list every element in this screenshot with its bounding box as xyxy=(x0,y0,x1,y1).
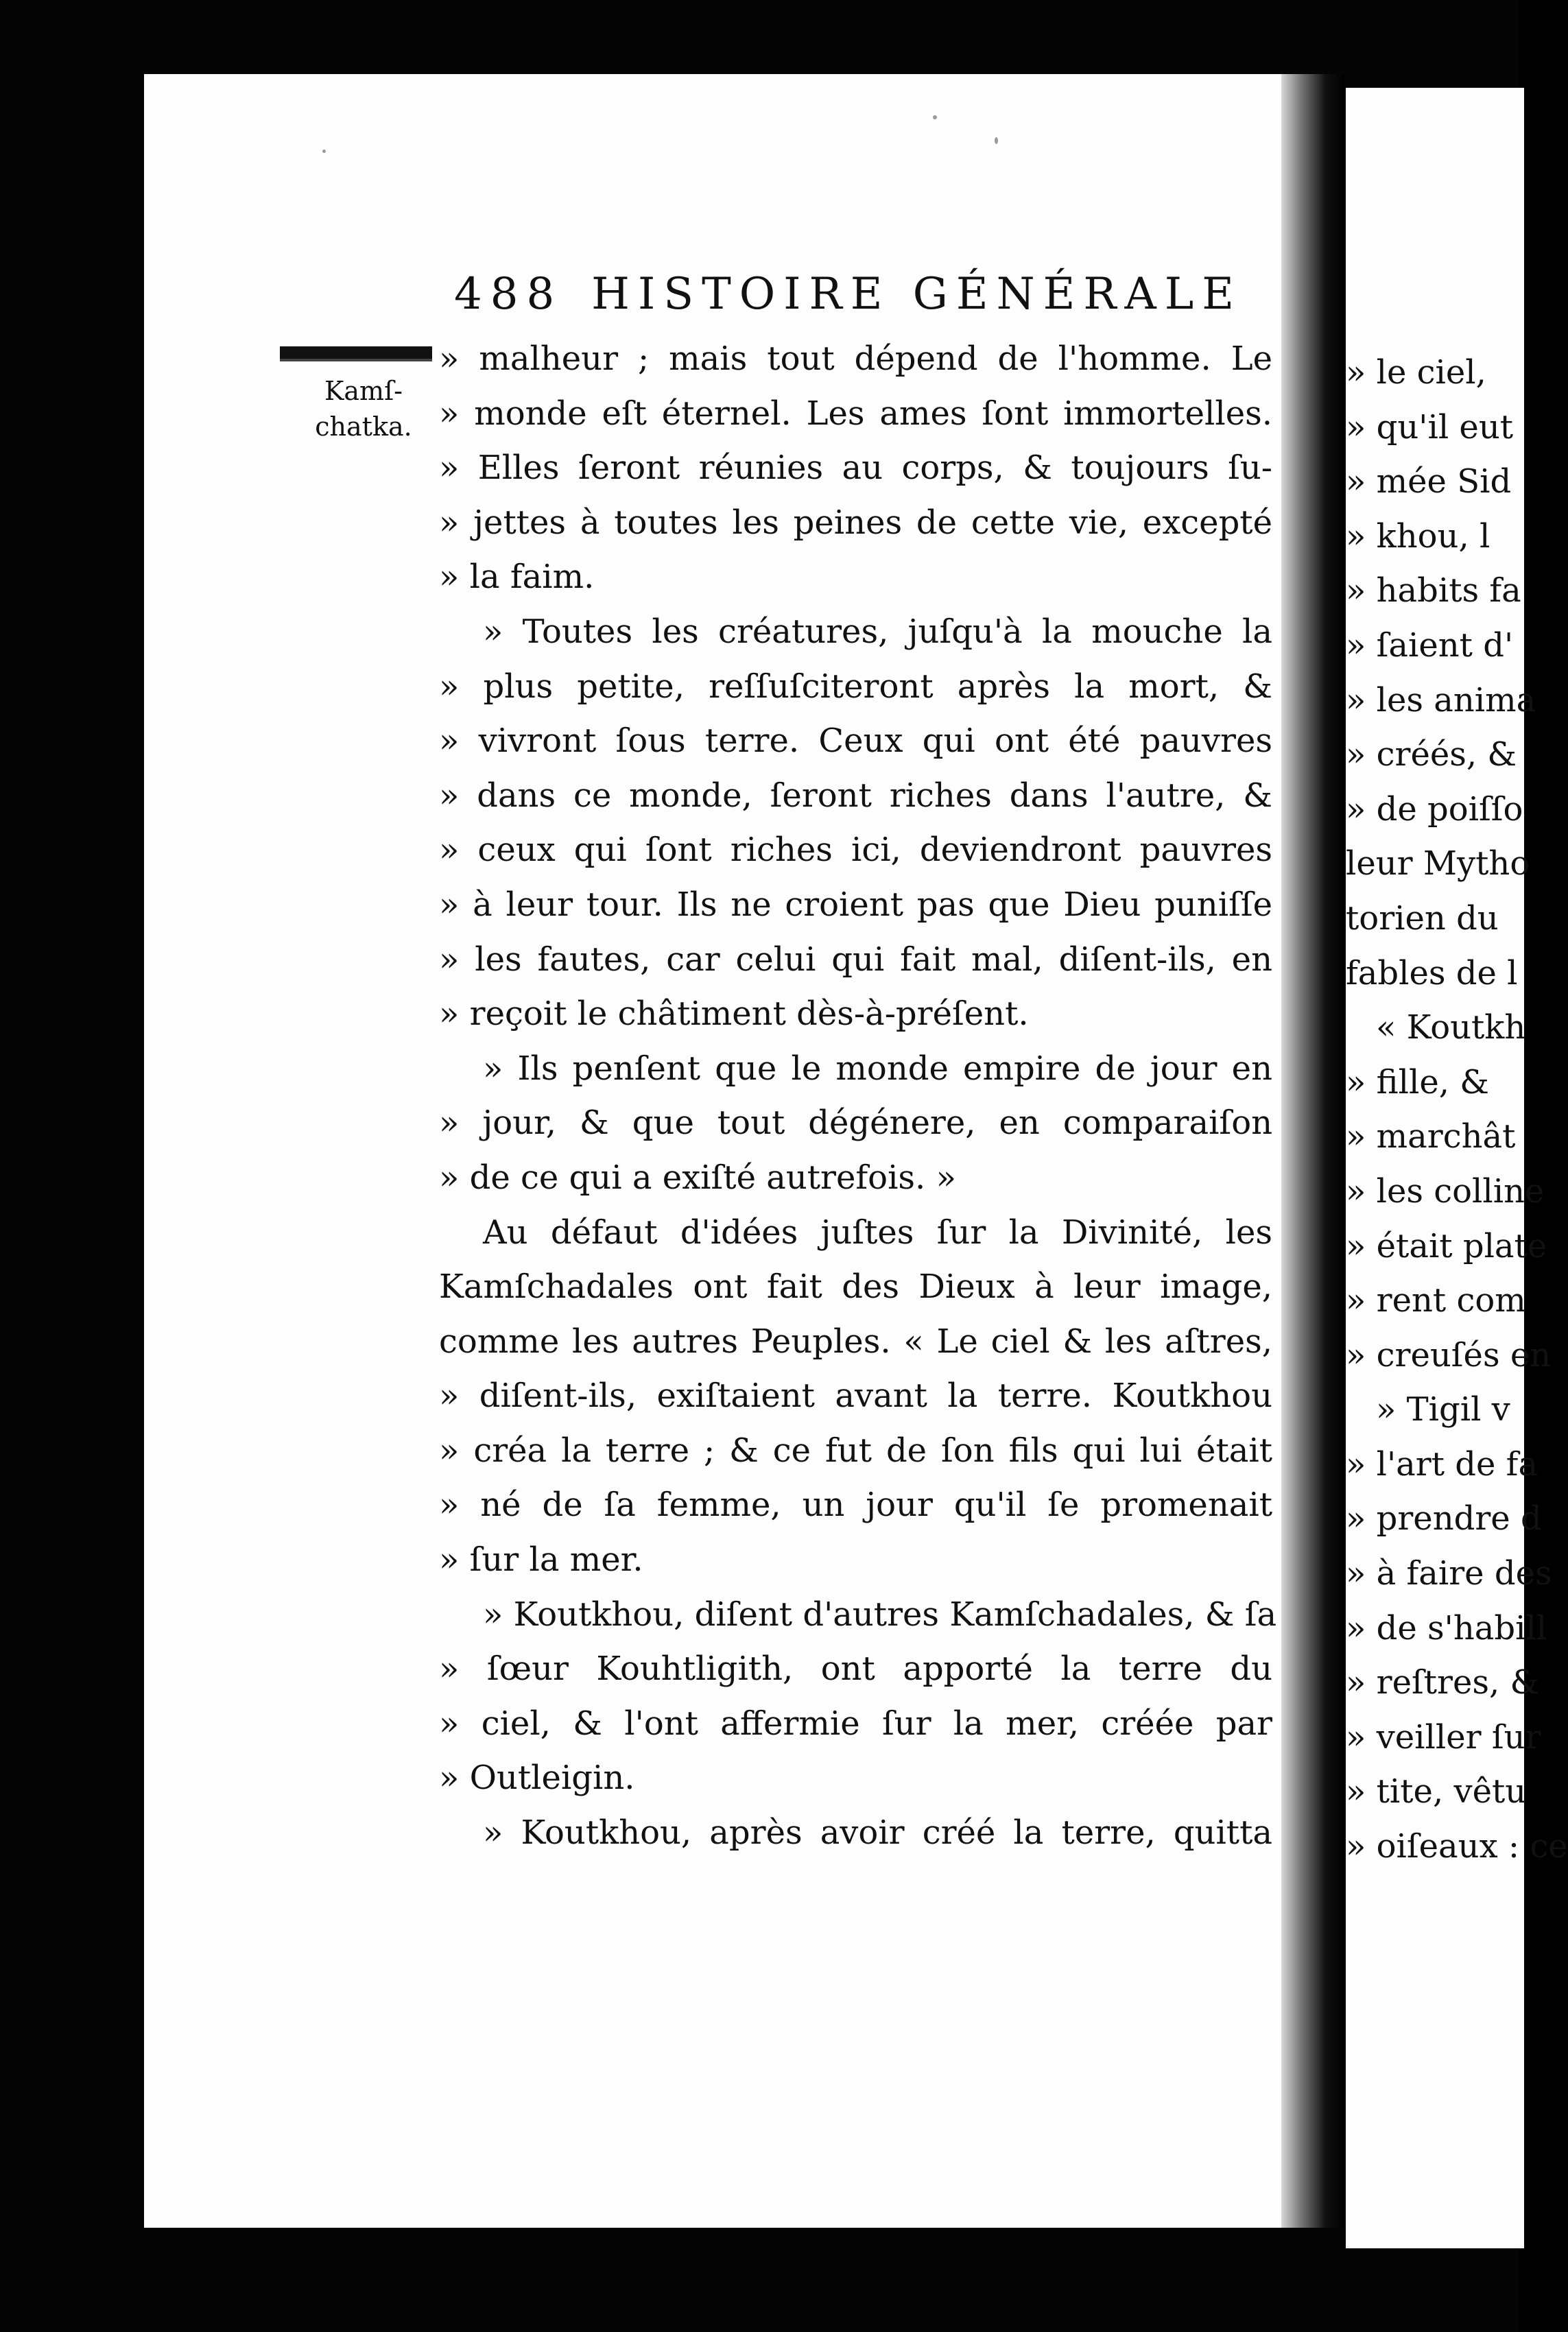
text-line: » Elles ſeront réunies au corps, & toujours ſu- xyxy=(439,449,1272,488)
text-line: » Ils penſent que le monde empire de jour en xyxy=(483,1049,1272,1088)
text-line: » le ciel, xyxy=(1346,353,1486,392)
text-line: » ceux qui ſont riches ici, deviendront pauvres xyxy=(439,831,1272,870)
text-line: » ſœur Kouhtligith, ont apporté la terre du xyxy=(439,1650,1272,1689)
text-line: » Koutkhou, diſent d'autres Kamſchadales, & ſa xyxy=(483,1595,1277,1634)
text-line: » dans ce monde, ſeront riches dans l'autre, & xyxy=(439,776,1272,815)
text-line: » prendre d xyxy=(1346,1499,1542,1538)
page-number: 488 xyxy=(454,269,563,320)
paper-speck xyxy=(322,150,326,153)
text-line: » ciel, & l'ont affermie ſur la mer, créée par xyxy=(439,1704,1272,1743)
text-line: » Koutkhou, après avoir créé la terre, quitta xyxy=(483,1813,1272,1853)
text-line: Au défaut d'idées juſtes ſur la Divinité, les xyxy=(483,1213,1272,1252)
text-line: » qu'il eut xyxy=(1346,407,1514,447)
text-line: » Toutes les créatures, juſqu'à la mouche la xyxy=(483,612,1272,651)
text-line: » à faire des xyxy=(1346,1554,1552,1593)
text-line: » était plate xyxy=(1346,1226,1547,1265)
text-line: » reſtres, & xyxy=(1346,1663,1540,1702)
text-line: » de s'habill xyxy=(1346,1608,1547,1647)
text-line: » Outleigin. xyxy=(439,1759,635,1798)
left-page-text xyxy=(439,332,1277,1861)
text-line: » vivront ſous terre. Ceux qui ont été pauvres xyxy=(439,722,1272,761)
text-line: » l'art de fa xyxy=(1346,1444,1539,1484)
text-line: » marchât xyxy=(1346,1117,1516,1156)
text-line: » veiller ſur xyxy=(1346,1717,1541,1757)
running-head xyxy=(454,269,1242,320)
text-line: » créa la terre ; & ce fut de ſon fils qui lui était xyxy=(439,1431,1272,1470)
text-line: » né de ſa femme, un jour qu'il ſe promenait xyxy=(439,1486,1272,1525)
text-line: » à leur tour. Ils ne croient pas que Dieu puniſſe xyxy=(439,885,1272,924)
book-gutter xyxy=(1281,74,1344,2228)
text-line: » diſent-ils, exiſtaient avant la terre. Koutkhou xyxy=(439,1377,1272,1416)
paper-speck xyxy=(933,115,937,119)
text-line: » ſaient d' xyxy=(1346,626,1514,665)
text-line: » jettes à toutes les peines de cette vie, excepté xyxy=(439,503,1272,542)
margin-note-line: chatka. xyxy=(315,412,412,442)
text-line: » malheur ; mais tout dépend de l'homme. Le xyxy=(439,340,1272,378)
paper-speck xyxy=(995,137,998,144)
right-page-text xyxy=(1346,346,1568,1875)
text-line: torien du xyxy=(1346,899,1499,938)
text-line: » rent com xyxy=(1346,1281,1526,1320)
text-line: » tite, vêtu xyxy=(1346,1772,1527,1811)
text-line: » creuſés en xyxy=(1346,1335,1552,1375)
text-line: » les fautes, car celui qui fait mal, diſent-ils, en xyxy=(439,940,1272,979)
text-line: » de ce qui a exiſté autrefois. » xyxy=(439,1158,956,1197)
text-line: » mée Sid xyxy=(1346,462,1512,501)
text-line: » les anima xyxy=(1346,680,1536,719)
text-line: » fille, & xyxy=(1346,1062,1489,1102)
text-line: » habits fa xyxy=(1346,571,1521,610)
text-line: comme les autres Peuples. « Le ciel & les aſtres, xyxy=(439,1322,1272,1361)
text-line: » ſur la mer. xyxy=(439,1540,643,1580)
text-line: » oiſeaux : ce xyxy=(1346,1827,1568,1866)
text-line: » la faim. xyxy=(439,558,595,597)
text-line: » créés, & xyxy=(1346,735,1517,774)
text-line: » de poiſſo xyxy=(1346,789,1523,829)
margin-rule xyxy=(280,346,432,361)
text-line: leur Mytho xyxy=(1346,844,1530,883)
margin-note-line: Kamſ- xyxy=(324,376,403,406)
text-line: Kamſchadales ont fait des Dieux à leur image, xyxy=(439,1268,1272,1307)
text-line: » Tigil v xyxy=(1376,1390,1510,1429)
text-line: » plus petite, reſſuſciteront après la mort, & xyxy=(439,667,1272,706)
margin-note xyxy=(302,373,425,444)
text-line: » reçoit le châtiment dès-à-préſent. xyxy=(439,995,1029,1034)
running-title: HISTOIRE GÉNÉRALE xyxy=(591,269,1242,320)
text-line: » les colline xyxy=(1346,1171,1545,1211)
text-line: « Koutkh xyxy=(1376,1008,1526,1047)
text-line: » khou, l xyxy=(1346,516,1490,556)
text-line: » jour, & que tout dégénere, en comparaiſon xyxy=(439,1104,1272,1143)
text-line: » monde eſt éternel. Les ames ſont immortelles. xyxy=(439,394,1272,433)
text-line: fables de l xyxy=(1346,953,1518,992)
